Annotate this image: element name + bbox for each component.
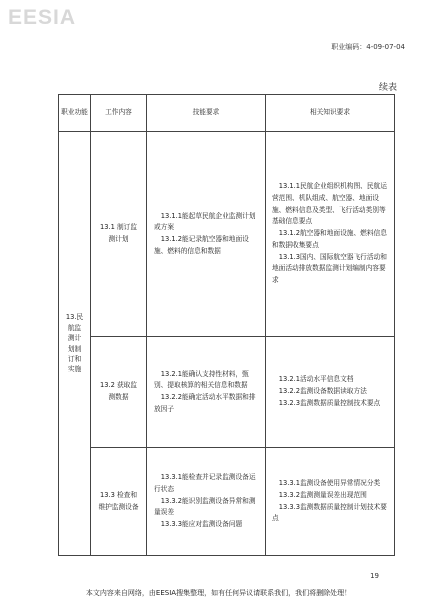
work-content-cell: 13.1 制订监测计划: [91, 132, 147, 337]
skill-item: 13.2.1能确认支持性材料，甄别、提取核算的相关信息和数据: [154, 369, 249, 390]
table-row: [59, 448, 395, 556]
header-work-content: 工作内容: [91, 95, 147, 132]
table-header-row: [59, 95, 395, 132]
knowledge-item: 13.2.3监测数据质量控制技术要点: [278, 398, 381, 407]
skill-item: 13.3.1能检查并记录监测设备运行状态: [154, 473, 256, 493]
knowledge-item: 13.1.3国内、国际航空器飞行活动和地面活动排放数据监测计划编制内容要求: [272, 252, 387, 285]
knowledge-item: 13.3.2监测测量误差出现范围: [278, 490, 367, 499]
table-row: [59, 337, 395, 448]
continued-label: 续表: [378, 83, 397, 93]
knowledge-item: 13.2.2监测设备数据读取方法: [278, 387, 367, 396]
footer-disclaimer: 本文内容来自网络，由EESIA搜集整理，如有任何异议请联系我们，我们将删除处理！: [85, 589, 352, 597]
knowledge-cell: [266, 448, 395, 556]
function-cell: 13.民航监测计划制订和实施: [59, 132, 91, 556]
knowledge-cell: [266, 337, 395, 448]
skill-cell: [147, 448, 266, 556]
knowledge-item: 13.3.1监测设备使用异常情况分类: [278, 479, 381, 488]
knowledge-item: 13.1.1民航企业组织机构图、民航运营范围、机队组成、航空器、地面设施、燃料信息及类型、飞行活动类别等基础信息要点: [272, 182, 387, 226]
knowledge-cell: [266, 132, 395, 337]
occupation-code: 职业编码：4-09-07-04: [331, 43, 405, 51]
header-knowledge-requirements: 相关知识要求: [266, 95, 395, 132]
skill-cell: [147, 132, 266, 337]
work-content-cell: 13.2 获取监测数据: [91, 337, 147, 448]
skill-item: 13.1.2能记录航空器和地面设施、燃料的信息和数据: [154, 235, 249, 255]
knowledge-item: 13.2.1活动水平信息文档: [278, 375, 354, 384]
skill-item: 13.3.2能识别监测设备异常和测量误差: [154, 496, 256, 517]
work-content-cell: 13.3 检查和维护监测设备: [91, 448, 147, 556]
eesia-watermark-logo: EESIA: [8, 6, 77, 29]
skill-item: 13.1.1能起草民航企业监测计划或方案: [154, 211, 256, 232]
table-row: [59, 132, 395, 337]
page-number: 19: [370, 572, 379, 580]
knowledge-item: 13.1.2航空器和地面设施、燃料信息和数据收集要点: [272, 229, 387, 249]
skill-item: 13.2.2能确定活动水平数据和排放因子: [154, 393, 256, 413]
skill-item: 13.3.3能应对监测设备问题: [160, 520, 243, 529]
skill-cell: [147, 337, 266, 448]
knowledge-item: 13.3.3监测数据质量控制计划技术要点: [272, 502, 387, 523]
header-function: 职业功能: [59, 95, 91, 132]
skill-standard-table: [58, 94, 395, 556]
header-skill-requirements: 技能要求: [147, 95, 266, 132]
